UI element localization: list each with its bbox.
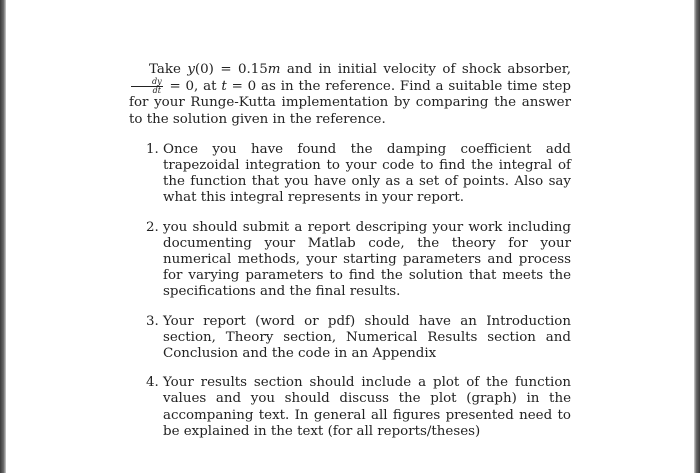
list-item-number: 1. (146, 141, 159, 157)
list-item (129, 220, 571, 301)
list-item-text: Your results section should include a plot of the function values and you should discuss the plot (graph) in the accompaning text. In general all figures presented need to be explained in the text (for all reports/theses) (163, 375, 571, 439)
list-item-text: you should submit a report descriping your work including documenting your Matlab code, the theory for your numerical methods, your starting parameters and process for varying parameters to find the solution that meets the specifications and the final results. (163, 219, 571, 300)
list-item-text: Your report (word or pdf) should have an Introduction section, Theory section, Numerical Results section and Conclusion and the code in an Appendix (163, 313, 571, 362)
document-page (129, 62, 571, 453)
intro-text: = 0, at (164, 79, 222, 95)
derivative-fraction (131, 78, 163, 95)
intro-text: (0) = 0.15 (194, 62, 268, 77)
list-item (129, 142, 571, 207)
math-t: t (221, 79, 227, 95)
list-item-number: 2. (146, 219, 159, 235)
list-item (129, 314, 571, 363)
math-m: m (267, 62, 281, 77)
intro-text: Take (149, 62, 188, 77)
intro-text: and in initial velocity of shock absorber, (280, 62, 571, 77)
right-window-edge (694, 0, 700, 473)
requirements-list (129, 142, 571, 440)
list-item-number: 3. (146, 313, 159, 329)
left-window-edge (0, 0, 6, 473)
intro-text: = 0 as in the reference. Find a suitable time step for your Runge-Kutta implementation by comparing the answer to the solution given in the reference. (129, 79, 571, 127)
list-item-text: Once you have found the damping coefficient add trapezoidal integration to your code to find the integral of the function that you have only as a set of points. Also say what this integral represents in your report. (163, 141, 571, 206)
math-y: y (187, 62, 195, 77)
intro-paragraph (129, 62, 571, 128)
fraction-numerator: dy (131, 78, 163, 87)
list-item (129, 375, 571, 440)
fraction-denominator: dt (152, 86, 161, 96)
list-item-number: 4. (146, 375, 159, 391)
